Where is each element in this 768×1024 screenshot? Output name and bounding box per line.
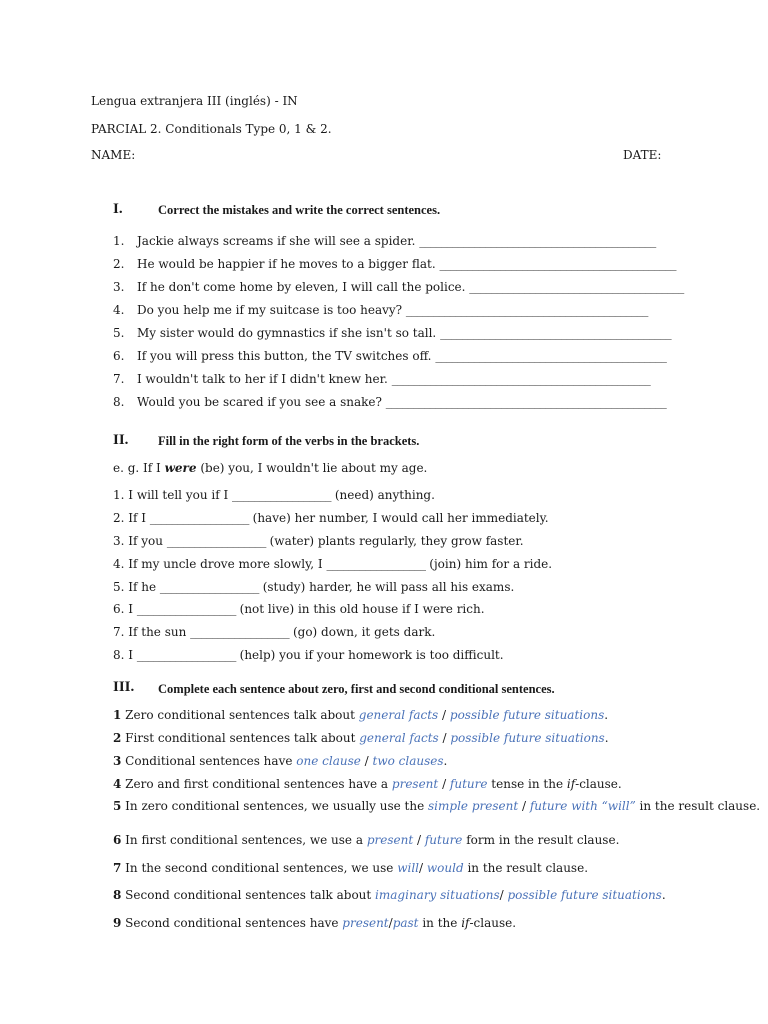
option-b[interactable]: possible future situations xyxy=(449,708,605,722)
option-separator: / xyxy=(499,888,508,902)
option-separator: / xyxy=(438,708,450,722)
option-b[interactable]: two clauses xyxy=(372,754,444,768)
fill-in-item xyxy=(113,556,552,572)
item-suffix: (water) plants regularly, they grow faster. xyxy=(265,534,524,548)
item-suffix: (help) you if your homework is too difficult. xyxy=(235,648,504,662)
item-prefix: 5. If he xyxy=(113,580,160,594)
item-number: 7. xyxy=(113,372,125,386)
option-b[interactable]: possible future situations xyxy=(450,731,605,745)
section1-instruction: Correct the mistakes and write the correct sentences. xyxy=(158,203,441,217)
option-b[interactable]: would xyxy=(426,861,464,875)
choice-item xyxy=(113,730,609,746)
item-prefix: Second conditional sentences talk about xyxy=(121,888,376,902)
option-a[interactable]: one clause xyxy=(296,754,361,768)
fill-in-item xyxy=(113,647,504,663)
item-number: 7 xyxy=(113,861,122,875)
choice-item xyxy=(113,707,608,723)
option-separator: / xyxy=(388,916,393,930)
option-separator: / xyxy=(438,777,450,791)
item-prefix: 6. I xyxy=(113,602,137,616)
option-separator: / xyxy=(360,754,373,768)
item-suffix: . xyxy=(604,731,609,745)
item-sentence: Would you be scared if you see a snake? xyxy=(137,395,386,409)
answer-blank[interactable]: __________________ xyxy=(326,557,426,571)
answer-blank[interactable]: ___________________________________________________ xyxy=(385,395,667,409)
answer-blank[interactable]: __________________ xyxy=(149,511,249,525)
item-suffix: . xyxy=(443,754,448,768)
item-prefix: In zero conditional sentences, we usually use the xyxy=(121,799,429,813)
item-number: 2. xyxy=(113,257,125,271)
correction-item xyxy=(113,348,666,364)
choice-item xyxy=(113,832,619,848)
option-b[interactable]: future xyxy=(424,833,463,847)
option-a[interactable]: will xyxy=(397,861,420,875)
answer-blank[interactable]: ___________________________________________ xyxy=(439,257,676,271)
item-sentence: I wouldn't talk to her if I didn't knew her. xyxy=(137,372,392,386)
answer-blank[interactable]: __________________ xyxy=(166,534,266,548)
answer-blank[interactable]: __________________________________________ xyxy=(435,349,667,363)
item-suffix: . xyxy=(661,888,666,902)
item-number: 2 xyxy=(113,731,122,745)
item-number: 3 xyxy=(113,754,122,768)
section3-numeral: III. xyxy=(113,679,135,695)
answer-blank[interactable]: ____________________________________________ xyxy=(405,303,648,317)
item-number: 1. xyxy=(113,234,125,248)
date-label: DATE: xyxy=(623,148,662,162)
item-prefix: 8. I xyxy=(113,648,137,662)
item-suffix: form in the result clause. xyxy=(462,833,620,847)
section2-numeral: II. xyxy=(113,432,129,448)
option-a[interactable]: imaginary situations xyxy=(375,888,500,902)
item-prefix: Second conditional sentences have xyxy=(121,916,343,930)
item-suffix: (study) harder, he will pass all his exams. xyxy=(258,580,515,594)
option-a[interactable]: general facts xyxy=(358,708,439,722)
item-suffix: (join) him for a ride. xyxy=(425,557,553,571)
fill-in-item xyxy=(113,533,524,549)
item-suffix: (have) her number, I would call her immediately. xyxy=(248,511,549,525)
item-prefix: In the second conditional sentences, we use xyxy=(121,861,398,875)
item-number: 3. xyxy=(113,280,125,294)
correction-item xyxy=(113,371,650,387)
option-a[interactable]: simple present xyxy=(428,799,519,813)
section3-instruction: Complete each sentence about zero, first and second conditional sentences. xyxy=(158,682,555,696)
fill-in-item xyxy=(113,624,435,640)
answer-blank[interactable]: __________________ xyxy=(232,488,332,502)
example-suffix: (be) you, I wouldn't lie about my age. xyxy=(196,461,428,475)
fill-in-item xyxy=(113,579,514,595)
option-separator: / xyxy=(419,861,427,875)
item-prefix: 2. If I xyxy=(113,511,150,525)
answer-blank[interactable]: __________________________________________ xyxy=(440,326,672,340)
item-number: 4. xyxy=(113,303,125,317)
answer-blank[interactable]: _______________________________________________ xyxy=(391,372,651,386)
option-b[interactable]: future with “will” xyxy=(529,799,636,813)
option-a[interactable]: general facts xyxy=(359,731,439,745)
item-prefix: 7. If the sun xyxy=(113,625,191,639)
item-prefix: First conditional sentences talk about xyxy=(121,731,360,745)
item-suffix: (go) down, it gets dark. xyxy=(289,625,436,639)
section1-numeral: I. xyxy=(113,201,123,217)
correction-item xyxy=(113,256,676,272)
choice-item xyxy=(113,860,588,876)
item-sentence: Jackie always screams if she will see a spider. xyxy=(137,234,420,248)
item-prefix: 3. If you xyxy=(113,534,167,548)
choice-item xyxy=(113,798,760,814)
option-b[interactable]: future xyxy=(449,777,488,791)
answer-blank[interactable]: ___________________________________________ xyxy=(419,234,656,248)
item-suffix: in the result clause. xyxy=(463,861,589,875)
item-number: 1 xyxy=(113,708,122,722)
option-separator: / xyxy=(518,799,530,813)
item-prefix: Zero conditional sentences talk about xyxy=(121,708,359,722)
item-prefix: 1. I will tell you if I xyxy=(113,488,233,502)
option-separator: / xyxy=(413,833,425,847)
item-suffix: (need) anything. xyxy=(331,488,435,502)
item-suffix-2: -clause. xyxy=(575,777,622,791)
example-answer: were xyxy=(164,461,197,475)
course-title: Lengua extranjera III (inglés) - IN xyxy=(91,94,298,108)
item-prefix: Conditional sentences have xyxy=(121,754,297,768)
choice-item xyxy=(113,887,666,903)
item-prefix: Zero and first conditional sentences have a xyxy=(121,777,392,791)
item-number: 9 xyxy=(113,916,122,930)
item-number: 4 xyxy=(113,777,122,791)
name-label: NAME: xyxy=(91,148,136,162)
item-number: 6 xyxy=(113,833,122,847)
answer-blank[interactable]: __________________ xyxy=(190,625,290,639)
section2-example xyxy=(113,460,427,476)
item-suffix: (not live) in this old house if I were rich. xyxy=(235,602,485,616)
item-suffix: in the xyxy=(418,916,462,930)
example-prefix: e. g. If I xyxy=(113,461,165,475)
item-suffix: tense in the xyxy=(487,777,567,791)
exam-title: PARCIAL 2. Conditionals Type 0, 1 & 2. xyxy=(91,122,332,136)
item-sentence: My sister would do gymnastics if she isn't so tall. xyxy=(137,326,441,340)
item-suffix-2: -clause. xyxy=(469,916,517,930)
choice-item xyxy=(113,915,516,931)
if-word: if xyxy=(566,777,576,791)
fill-in-item xyxy=(113,601,485,617)
answer-blank[interactable]: __________________ xyxy=(136,602,236,616)
option-b[interactable]: past xyxy=(392,916,419,930)
item-suffix: in the result clause. xyxy=(635,799,761,813)
item-number: 6. xyxy=(113,349,125,363)
if-word: if xyxy=(461,916,470,930)
item-number: 8 xyxy=(113,888,122,902)
item-sentence: If you will press this button, the TV switches off. xyxy=(137,349,436,363)
item-sentence: If he don't come home by eleven, I will call the police. xyxy=(137,280,470,294)
option-separator: / xyxy=(438,731,451,745)
choice-item xyxy=(113,776,622,792)
correction-item xyxy=(113,279,684,295)
correction-item xyxy=(113,325,671,341)
answer-blank[interactable]: __________________ xyxy=(136,648,236,662)
item-prefix: 4. If my uncle drove more slowly, I xyxy=(113,557,327,571)
item-number: 8. xyxy=(113,395,125,409)
answer-blank[interactable]: __________________ xyxy=(159,580,259,594)
answer-blank[interactable]: _______________________________________ xyxy=(469,280,684,294)
section2-instruction: Fill in the right form of the verbs in the brackets. xyxy=(158,434,420,448)
fill-in-item xyxy=(113,510,549,526)
item-number: 5. xyxy=(113,326,125,340)
item-prefix: In first conditional sentences, we use a xyxy=(121,833,367,847)
item-sentence: Do you help me if my suitcase is too heavy? xyxy=(137,303,406,317)
choice-item xyxy=(113,753,447,769)
option-a[interactable]: present xyxy=(366,833,414,847)
correction-item xyxy=(113,233,656,249)
option-b[interactable]: possible future situations xyxy=(507,888,662,902)
item-sentence: He would be happier if he moves to a bigger flat. xyxy=(137,257,440,271)
fill-in-item xyxy=(113,487,435,503)
correction-item xyxy=(113,302,648,318)
item-number: 5 xyxy=(113,799,122,813)
option-a[interactable]: present xyxy=(391,777,439,791)
item-suffix: . xyxy=(604,708,609,722)
option-a[interactable]: present xyxy=(342,916,389,930)
correction-item xyxy=(113,394,666,410)
